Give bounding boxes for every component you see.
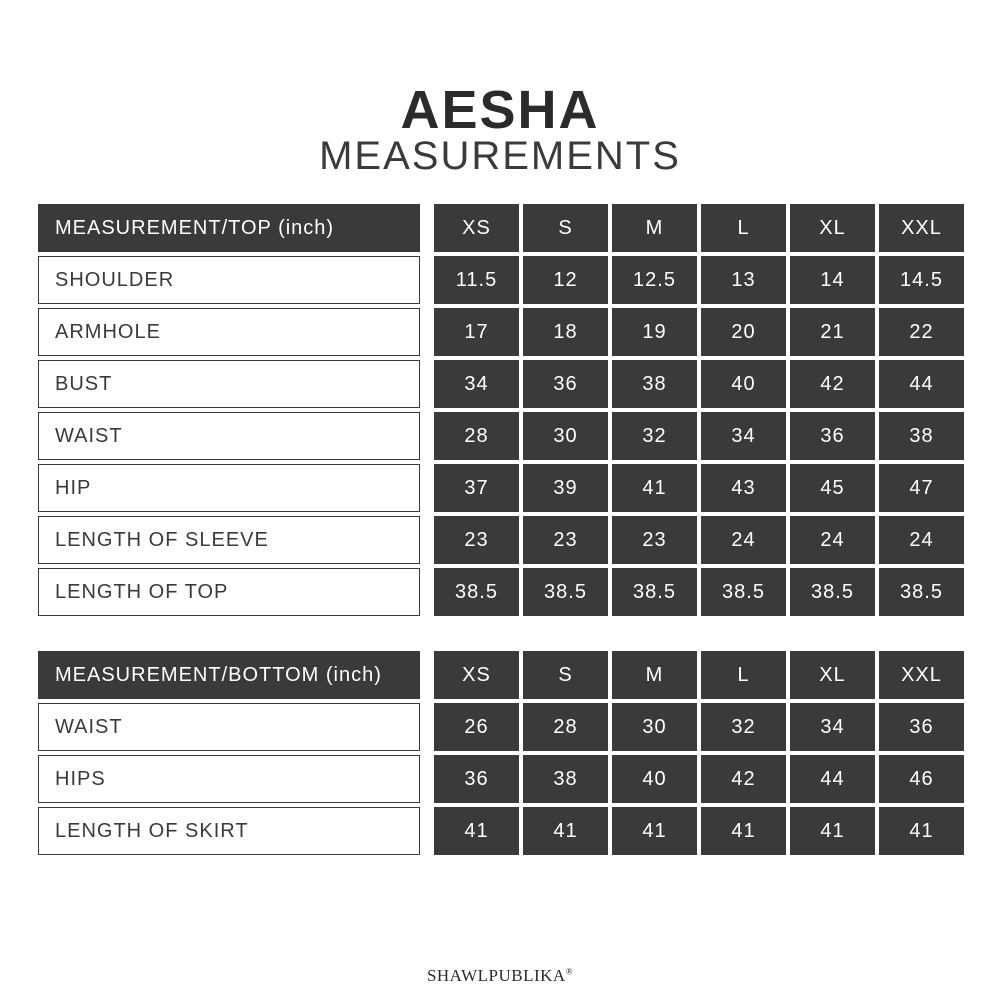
- value-cell: 23: [523, 516, 608, 564]
- table-header-label: MEASUREMENT/BOTTOM (inch): [38, 651, 420, 699]
- size-header: XXL: [879, 651, 964, 699]
- value-cell: 20: [701, 308, 786, 356]
- value-cell: 23: [612, 516, 697, 564]
- value-cell: 38.5: [523, 568, 608, 616]
- table-header-row: [38, 204, 964, 252]
- value-cell: 37: [434, 464, 519, 512]
- row-label: ARMHOLE: [38, 308, 420, 356]
- table-row: [38, 568, 964, 616]
- value-cell: 47: [879, 464, 964, 512]
- table-row: [38, 412, 964, 460]
- value-cell: 24: [790, 516, 875, 564]
- size-header: XS: [434, 651, 519, 699]
- value-cell: 26: [434, 703, 519, 751]
- table-row: [38, 360, 964, 408]
- value-cell: 38.5: [612, 568, 697, 616]
- value-cell: 30: [612, 703, 697, 751]
- value-cell: 40: [612, 755, 697, 803]
- value-cell: 11.5: [434, 256, 519, 304]
- size-header: S: [523, 651, 608, 699]
- page-title: AESHA: [400, 80, 600, 140]
- row-label: LENGTH OF SKIRT: [38, 807, 420, 855]
- value-cell: 23: [434, 516, 519, 564]
- value-cell: 38.5: [790, 568, 875, 616]
- value-cell: 41: [701, 807, 786, 855]
- value-cell: 41: [612, 464, 697, 512]
- value-cell: 22: [879, 308, 964, 356]
- value-cell: 13: [701, 256, 786, 304]
- brand-logo: [0, 966, 1000, 986]
- size-header: XXL: [879, 204, 964, 252]
- value-cell: 38: [612, 360, 697, 408]
- size-header: XL: [790, 651, 875, 699]
- value-cell: 30: [523, 412, 608, 460]
- value-cell: 34: [790, 703, 875, 751]
- table-header-row: [38, 651, 964, 699]
- value-cell: 36: [434, 755, 519, 803]
- row-label: BUST: [38, 360, 420, 408]
- value-cell: 46: [879, 755, 964, 803]
- value-cell: 41: [434, 807, 519, 855]
- value-cell: 45: [790, 464, 875, 512]
- value-cell: 32: [701, 703, 786, 751]
- value-cell: 38: [523, 755, 608, 803]
- value-cell: 42: [790, 360, 875, 408]
- page-subtitle: MEASUREMENTS: [319, 134, 681, 178]
- value-cell: 12: [523, 256, 608, 304]
- value-cell: 41: [612, 807, 697, 855]
- value-cell: 36: [790, 412, 875, 460]
- value-cell: 42: [701, 755, 786, 803]
- value-cell: 40: [701, 360, 786, 408]
- table-row: [38, 755, 964, 803]
- value-cell: 18: [523, 308, 608, 356]
- table-row: [38, 807, 964, 855]
- value-cell: 14.5: [879, 256, 964, 304]
- value-cell: 41: [523, 807, 608, 855]
- value-cell: 41: [879, 807, 964, 855]
- size-header: L: [701, 204, 786, 252]
- top-measurement-table: [38, 204, 964, 620]
- table-row: [38, 516, 964, 564]
- value-cell: 34: [434, 360, 519, 408]
- value-cell: 39: [523, 464, 608, 512]
- table-row: [38, 256, 964, 304]
- value-cell: 34: [701, 412, 786, 460]
- row-label: WAIST: [38, 703, 420, 751]
- size-header: L: [701, 651, 786, 699]
- row-label: HIP: [38, 464, 420, 512]
- value-cell: 24: [701, 516, 786, 564]
- row-label: HIPS: [38, 755, 420, 803]
- value-cell: 38.5: [879, 568, 964, 616]
- value-cell: 28: [523, 703, 608, 751]
- size-header: S: [523, 204, 608, 252]
- size-header: M: [612, 651, 697, 699]
- value-cell: 14: [790, 256, 875, 304]
- row-label: LENGTH OF SLEEVE: [38, 516, 420, 564]
- value-cell: 32: [612, 412, 697, 460]
- bottom-measurement-table: [38, 651, 964, 859]
- value-cell: 44: [879, 360, 964, 408]
- size-header: M: [612, 204, 697, 252]
- row-label: WAIST: [38, 412, 420, 460]
- value-cell: 12.5: [612, 256, 697, 304]
- value-cell: 19: [612, 308, 697, 356]
- table-row: [38, 703, 964, 751]
- row-label: SHOULDER: [38, 256, 420, 304]
- value-cell: 17: [434, 308, 519, 356]
- value-cell: 36: [523, 360, 608, 408]
- value-cell: 28: [434, 412, 519, 460]
- value-cell: 21: [790, 308, 875, 356]
- table-row: [38, 464, 964, 512]
- row-label: LENGTH OF TOP: [38, 568, 420, 616]
- value-cell: 43: [701, 464, 786, 512]
- table-row: [38, 308, 964, 356]
- value-cell: 44: [790, 755, 875, 803]
- value-cell: 38.5: [434, 568, 519, 616]
- table-header-label: MEASUREMENT/TOP (inch): [38, 204, 420, 252]
- value-cell: 38.5: [701, 568, 786, 616]
- value-cell: 24: [879, 516, 964, 564]
- size-header: XS: [434, 204, 519, 252]
- value-cell: 41: [790, 807, 875, 855]
- registered-mark: ®: [565, 966, 574, 977]
- value-cell: 38: [879, 412, 964, 460]
- size-header: XL: [790, 204, 875, 252]
- brand-name: SHAWLPUBLIKA: [426, 966, 566, 985]
- value-cell: 36: [879, 703, 964, 751]
